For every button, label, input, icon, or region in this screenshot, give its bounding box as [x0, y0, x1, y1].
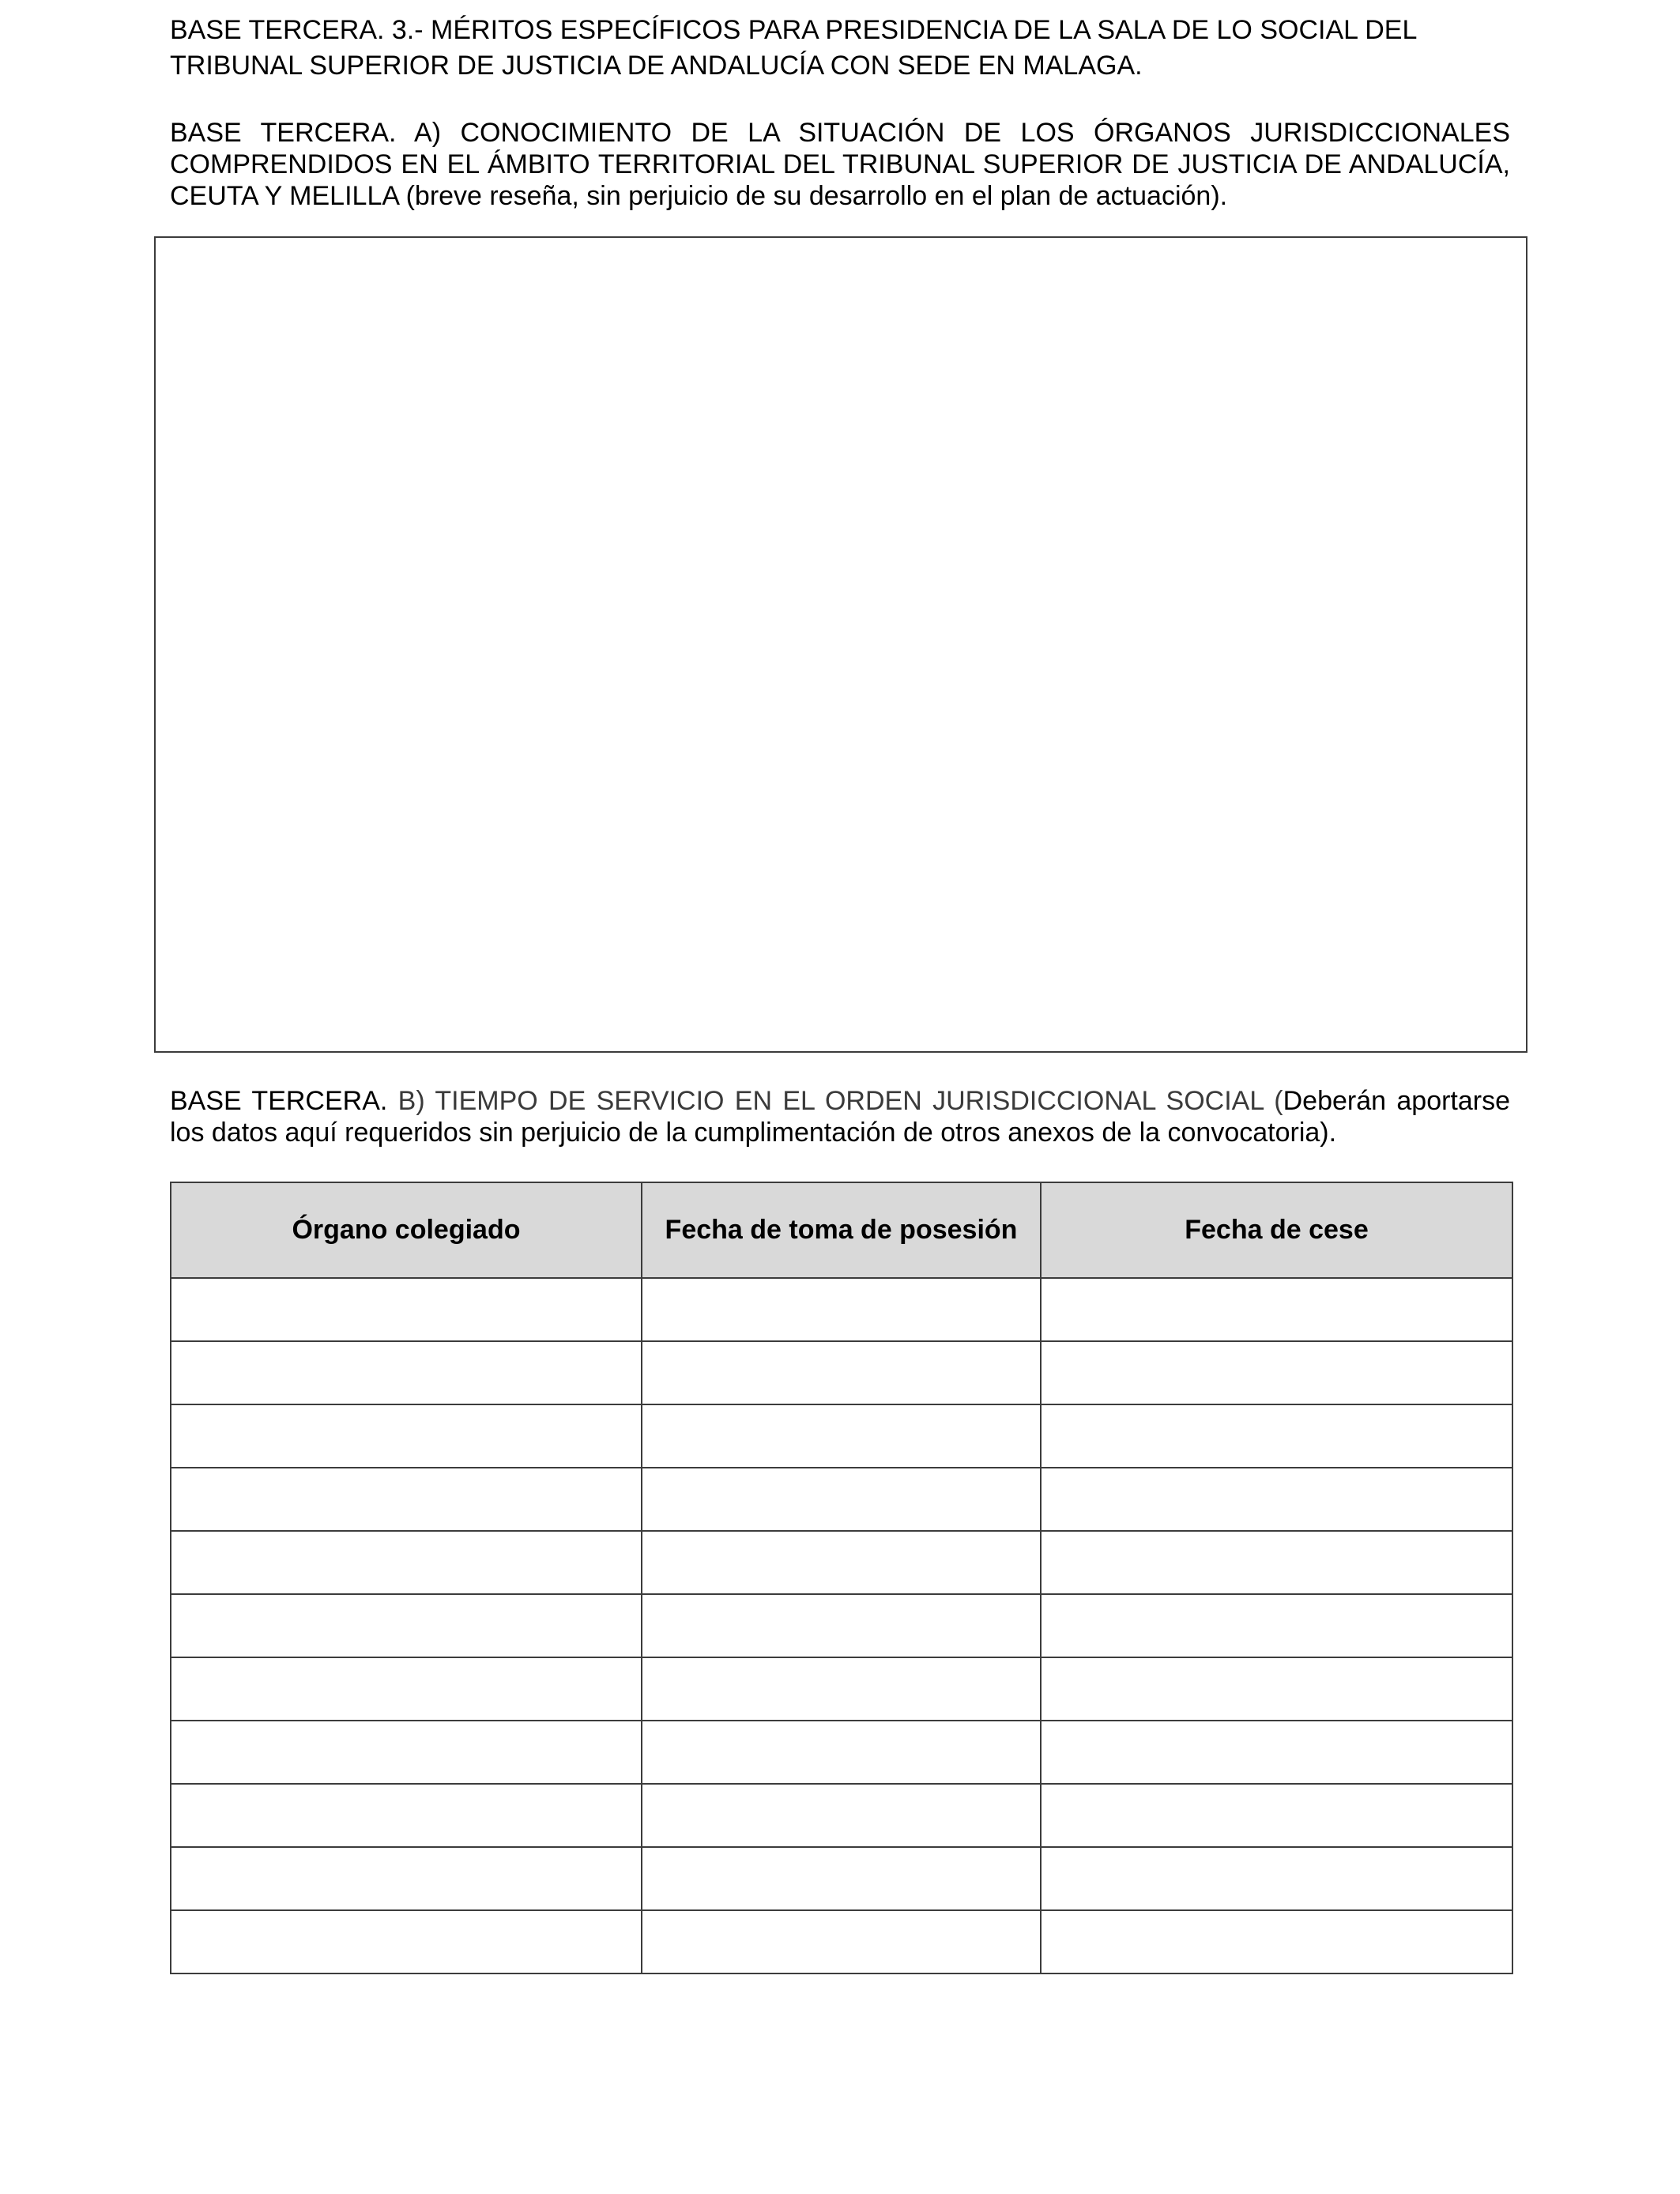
fecha-toma-posesion-cell[interactable] [642, 1657, 1041, 1721]
table-row [171, 1721, 1512, 1784]
table-row [171, 1594, 1512, 1657]
service-table-header-row [171, 1182, 1512, 1278]
section-heading-line2: TRIBUNAL SUPERIOR DE JUSTICIA DE ANDALUCÍA CON SEDE EN MALAGA. [170, 51, 1143, 81]
section-heading-line1: BASE TERCERA. 3.- MÉRITOS ESPECÍFICOS PARA PRESIDENCIA DE LA SALA DE LO SOCIAL DEL [170, 15, 1418, 45]
header-fecha-cese: Fecha de cese [1041, 1182, 1512, 1278]
organo-colegiado-cell[interactable] [171, 1657, 642, 1721]
fecha-cese-cell[interactable] [1041, 1468, 1512, 1531]
table-row [171, 1784, 1512, 1847]
section-a-text: BASE TERCERA. A) CONOCIMIENTO DE LA SITUACIÓN DE LOS ÓRGANOS JURISDICCIONALES COMPRENDIDOS EN EL ÁMBITO TERRITORIAL DEL TRIBUNAL SUPERIOR DE JUSTICIA DE ANDALUCÍA, CEUTA Y MELILLA (breve reseña, sin perjuicio de su desarrollo en el plan de actuación). [170, 118, 1510, 211]
organo-colegiado-cell[interactable] [171, 1278, 642, 1341]
header-organo-colegiado: Órgano colegiado [171, 1182, 642, 1278]
fecha-cese-cell[interactable] [1041, 1531, 1512, 1594]
fecha-cese-cell[interactable] [1041, 1404, 1512, 1468]
organo-colegiado-cell[interactable] [171, 1341, 642, 1404]
fecha-cese-cell[interactable] [1041, 1721, 1512, 1784]
organo-colegiado-cell[interactable] [171, 1404, 642, 1468]
fecha-toma-posesion-cell[interactable] [642, 1531, 1041, 1594]
fecha-toma-posesion-cell[interactable] [642, 1910, 1041, 1973]
table-row [171, 1910, 1512, 1973]
organo-colegiado-cell[interactable] [171, 1784, 642, 1847]
fecha-toma-posesion-cell[interactable] [642, 1341, 1041, 1404]
section-b-title: B) TIEMPO DE SERVICIO EN EL ORDEN JURISDICCIONAL SOCIAL ( [387, 1086, 1283, 1116]
fecha-cese-cell[interactable] [1041, 1784, 1512, 1847]
organo-colegiado-cell[interactable] [171, 1721, 642, 1784]
table-row [171, 1531, 1512, 1594]
fecha-cese-cell[interactable] [1041, 1341, 1512, 1404]
organo-colegiado-cell[interactable] [171, 1847, 642, 1910]
organo-colegiado-cell[interactable] [171, 1531, 642, 1594]
section-b-close: ). [1320, 1118, 1337, 1148]
fecha-toma-posesion-cell[interactable] [642, 1278, 1041, 1341]
fecha-toma-posesion-cell[interactable] [642, 1404, 1041, 1468]
fecha-toma-posesion-cell[interactable] [642, 1594, 1041, 1657]
fecha-toma-posesion-cell[interactable] [642, 1784, 1041, 1847]
section-b-lead: BASE TERCERA. [170, 1086, 388, 1116]
table-row [171, 1341, 1512, 1404]
organo-colegiado-cell[interactable] [171, 1468, 642, 1531]
fecha-cese-cell[interactable] [1041, 1657, 1512, 1721]
fecha-cese-cell[interactable] [1041, 1594, 1512, 1657]
header-fecha-toma-posesion: Fecha de toma de posesión [642, 1182, 1041, 1278]
table-row [171, 1657, 1512, 1721]
table-row [171, 1847, 1512, 1910]
service-table [170, 1182, 1513, 1974]
organo-colegiado-cell[interactable] [171, 1594, 642, 1657]
section-b-note: Deberán aportarse los datos aquí requeridos sin perjuicio de la cumplimentación de otros anexos de la convocatoria [170, 1086, 1511, 1148]
table-row [171, 1404, 1512, 1468]
fecha-cese-cell[interactable] [1041, 1847, 1512, 1910]
section-b-text [170, 1085, 1510, 1148]
fecha-toma-posesion-cell[interactable] [642, 1468, 1041, 1531]
section-a-answer-box[interactable] [154, 236, 1527, 1053]
fecha-cese-cell[interactable] [1041, 1910, 1512, 1973]
fecha-toma-posesion-cell[interactable] [642, 1721, 1041, 1784]
organo-colegiado-cell[interactable] [171, 1910, 642, 1973]
fecha-toma-posesion-cell[interactable] [642, 1847, 1041, 1910]
table-row [171, 1468, 1512, 1531]
table-row [171, 1278, 1512, 1341]
section-heading [170, 14, 1510, 82]
fecha-cese-cell[interactable] [1041, 1278, 1512, 1341]
